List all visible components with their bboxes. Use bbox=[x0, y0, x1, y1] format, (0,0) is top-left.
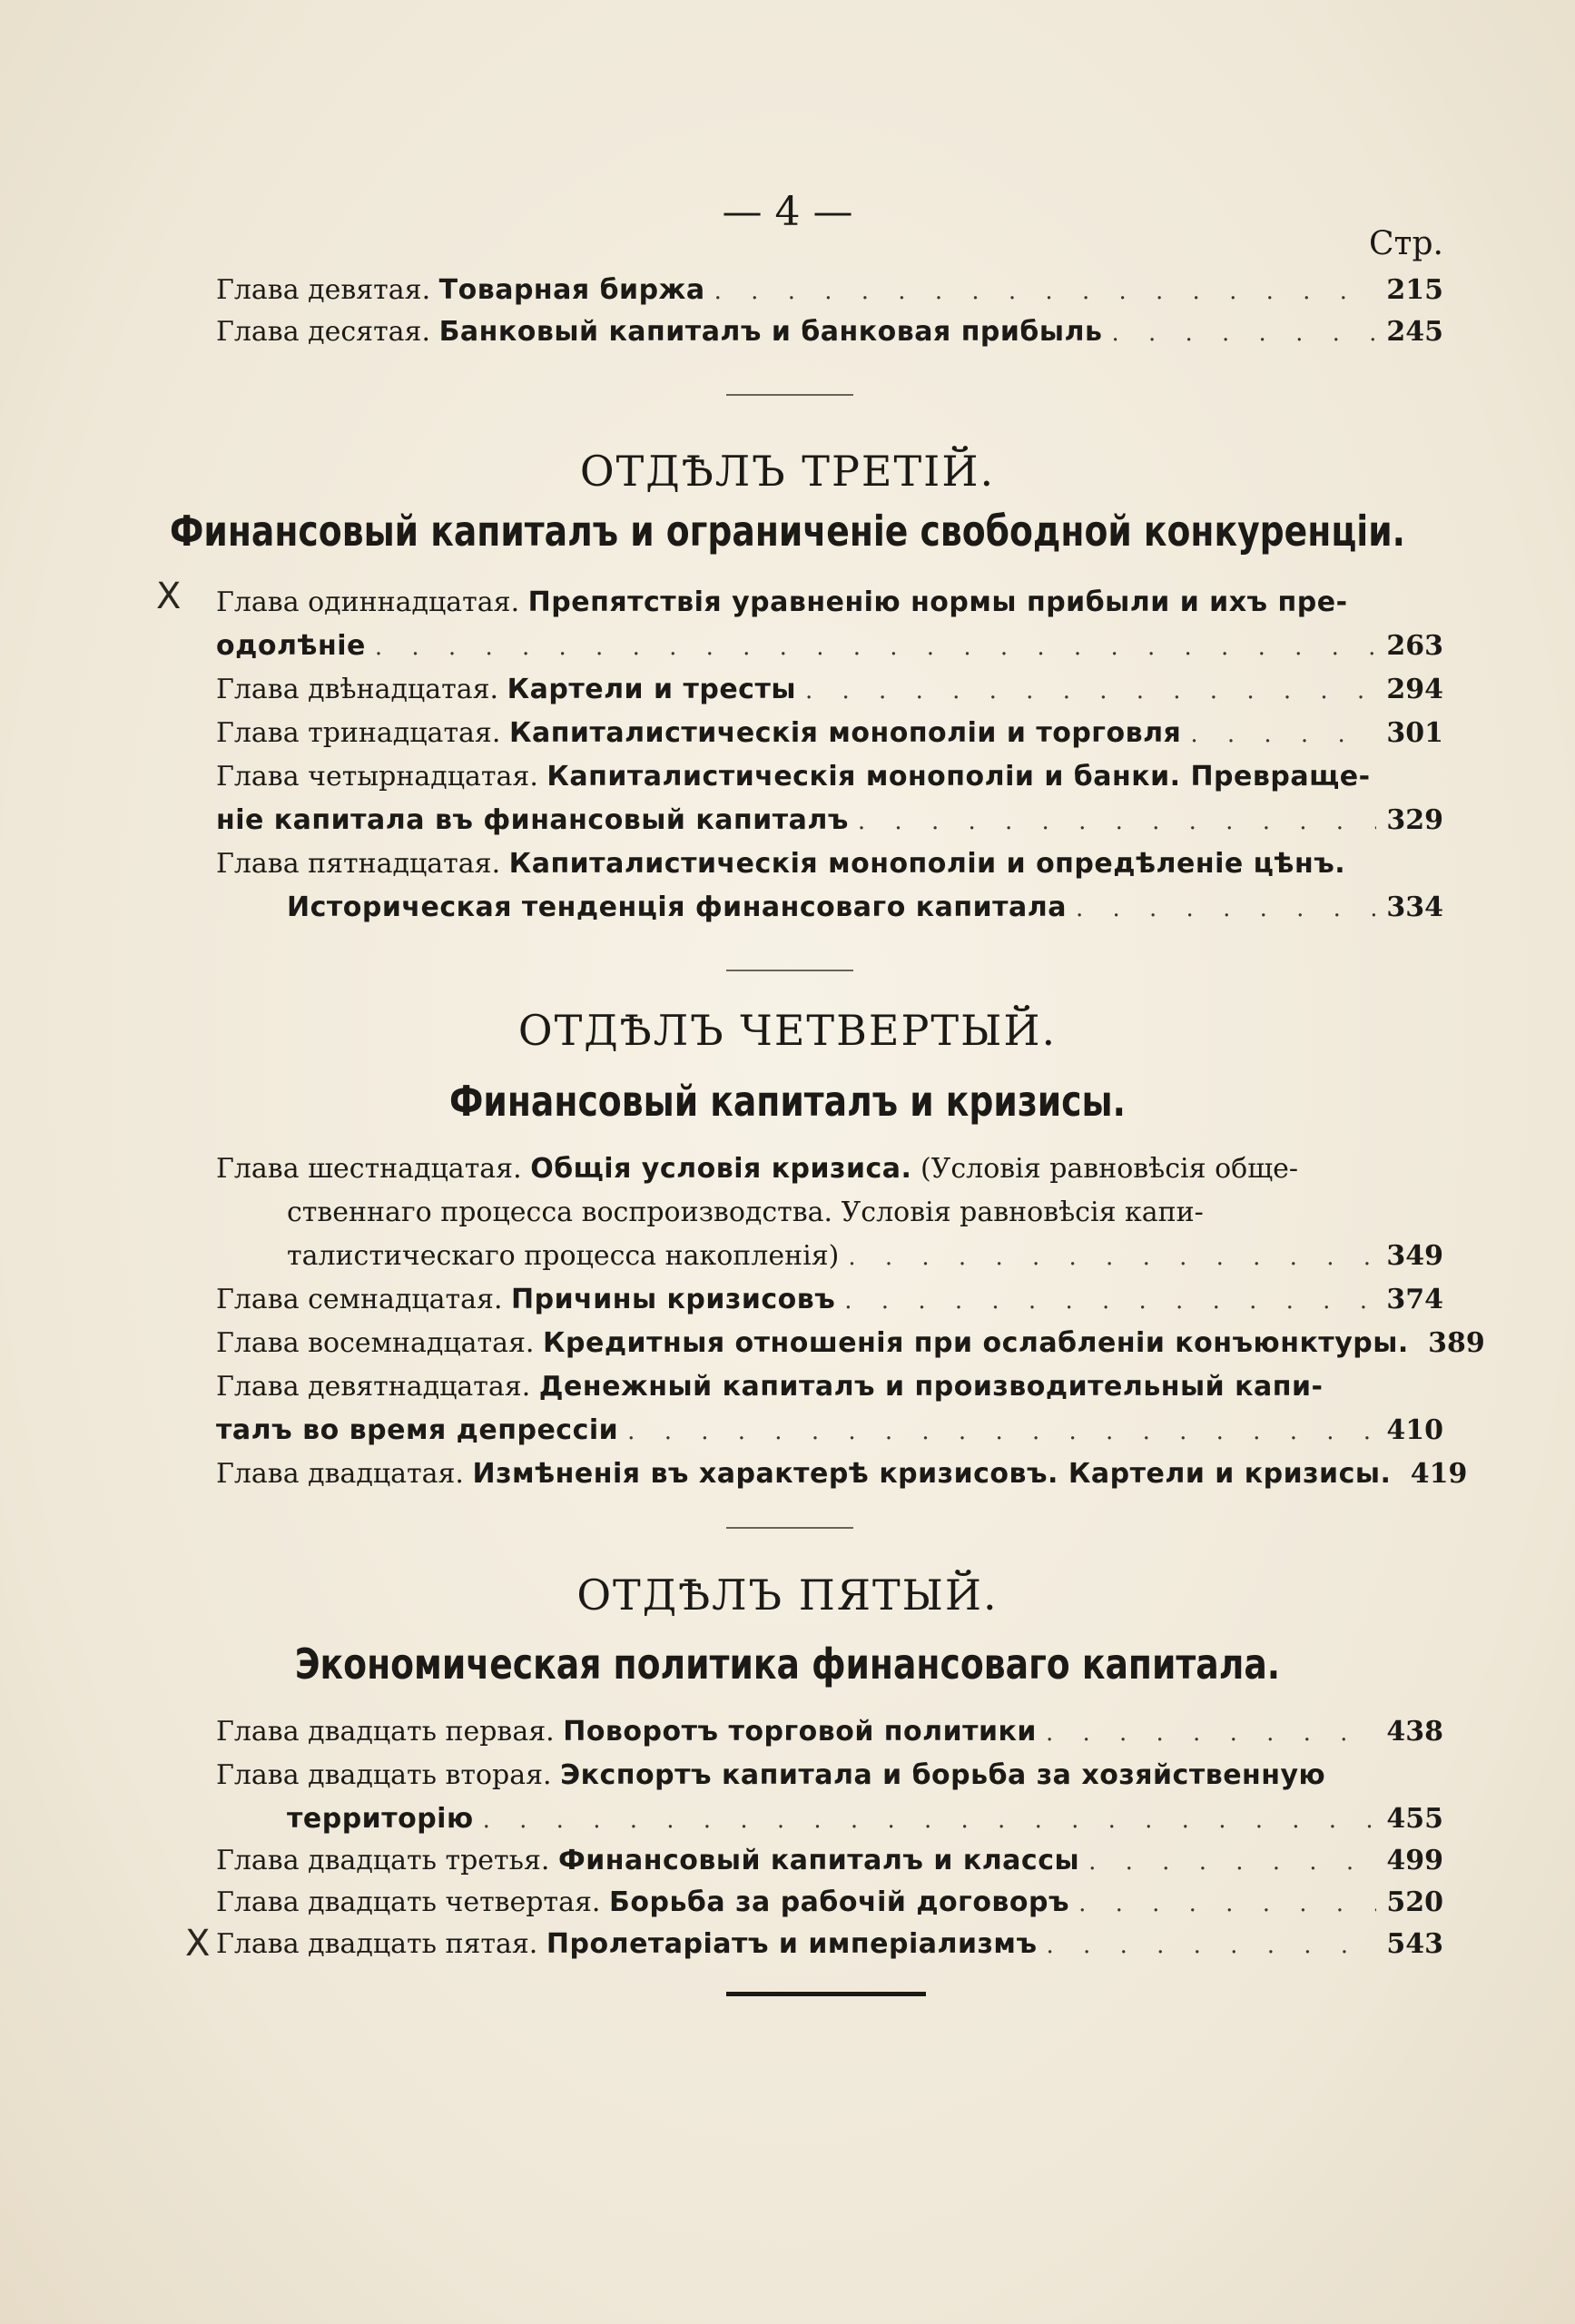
toc-entry-ch13: Глава тринадцатая. Капиталистическія монополіи и торговля . . . 301 bbox=[216, 712, 1443, 756]
toc-entry-ch15: Глава пятнадцатая. Капиталистическія монополіи и опредѣленіе цѣнъ. Историческая тенденція финансоваго капитала . . . 334 bbox=[216, 842, 1443, 931]
toc-entry-ch11: Глава одиннадцатая. Препятствія уравненію нормы прибыли и ихъ пре- одолѣніе . . . 263 bbox=[216, 581, 1443, 669]
divider bbox=[726, 394, 853, 396]
divider bbox=[726, 970, 853, 971]
toc-entry-ch19: Глава девятнадцатая. Денежный капиталъ и производительный капи- талъ во время депрессіи . . . 410 bbox=[216, 1365, 1443, 1453]
toc-entry-ch24: Глава двадцать четвертая. Борьба за рабочій договоръ . . . 520 bbox=[216, 1881, 1443, 1925]
toc-entry-ch25: Глава двадцать пятая. Пролетаріатъ и имперіализмъ . . . 543 bbox=[216, 1923, 1443, 1967]
page-ref: 419 bbox=[1410, 1458, 1468, 1490]
page-number: — 4 — bbox=[722, 189, 853, 235]
page-ref: 215 bbox=[1386, 274, 1443, 306]
section-subtitle: Финансовый капиталъ и ограниченіе свободной конкуренціи. bbox=[170, 507, 1405, 556]
toc-entry-ch18: Глава восемнадцатая. Кредитныя отношенія при ослабленіи конъюнктуры. 389 bbox=[216, 1322, 1443, 1366]
page-ref: 334 bbox=[1386, 891, 1443, 923]
page-ref: 294 bbox=[1386, 674, 1443, 705]
page-ref: 438 bbox=[1386, 1716, 1443, 1748]
page-ref: 455 bbox=[1386, 1803, 1443, 1835]
page-ref: 389 bbox=[1428, 1327, 1485, 1359]
section-title: ОТДѢЛЪ ПЯТЫЙ. bbox=[576, 1571, 999, 1620]
page-ref: 263 bbox=[1386, 630, 1443, 662]
toc-entry-ch16: Глава шестнадцатая. Общія условія кризиса. (Условія равновѣсія обще- ственнаго процесса воспроизводства. Условія равновѣсія капи- талистическаго процесса накопленія) . . . 349 bbox=[216, 1147, 1443, 1279]
page-ref: 245 bbox=[1386, 316, 1443, 348]
toc-entry-ch12: Глава двѣнадцатая. Картели и тресты . . . 294 bbox=[216, 668, 1443, 713]
toc-entry-ch10: Глава десятая. Банковый капиталъ и банковая прибыль . . . 245 bbox=[216, 310, 1443, 355]
toc-entry-ch21: Глава двадцать первая. Поворотъ торговой политики . . . 438 bbox=[216, 1710, 1443, 1755]
end-rule bbox=[726, 1992, 926, 1996]
page-ref: 301 bbox=[1386, 717, 1443, 749]
page-ref: 499 bbox=[1386, 1845, 1443, 1876]
section-subtitle: Экономическая политика финансоваго капитала. bbox=[294, 1640, 1281, 1689]
section-title: ОТДѢЛЪ ТРЕТІЙ. bbox=[579, 447, 996, 496]
toc-entry-ch9: Глава девятая. Товарная биржа . . . 215 bbox=[216, 269, 1443, 313]
toc-entry-ch14: Глава четырнадцатая. Капиталистическія монополіи и банки. Превраще- ніе капитала въ финансовый капиталъ . . . 329 bbox=[216, 755, 1443, 843]
toc-entry-ch23: Глава двадцать третья. Финансовый капиталъ и классы . . . 499 bbox=[216, 1839, 1443, 1884]
margin-mark: Х bbox=[185, 1923, 211, 1965]
toc-entry-ch22: Глава двадцать вторая. Экспортъ капитала и борьба за хозяйственную территорію . . . 455 bbox=[216, 1754, 1443, 1842]
page-ref: 329 bbox=[1386, 804, 1443, 836]
page-ref: 520 bbox=[1386, 1886, 1443, 1918]
section-subtitle: Финансовый капиталъ и кризисы. bbox=[449, 1077, 1126, 1126]
margin-mark: Х bbox=[156, 576, 182, 617]
page-ref: 349 bbox=[1386, 1240, 1443, 1272]
page-ref: 410 bbox=[1386, 1414, 1443, 1446]
section-title: ОТДѢЛЪ ЧЕТВЕРТЫЙ. bbox=[517, 1006, 1058, 1055]
divider bbox=[726, 1527, 853, 1529]
page-column-label: Стр. bbox=[1369, 225, 1443, 262]
toc-entry-ch20: Глава двадцатая. Измѣненія въ характерѣ кризисовъ. Картели и кризисы. 419 bbox=[216, 1452, 1443, 1497]
page-ref: 543 bbox=[1386, 1928, 1443, 1960]
toc-entry-ch17: Глава семнадцатая. Причины кризисовъ . . . 374 bbox=[216, 1278, 1443, 1323]
page-ref: 374 bbox=[1386, 1284, 1443, 1315]
